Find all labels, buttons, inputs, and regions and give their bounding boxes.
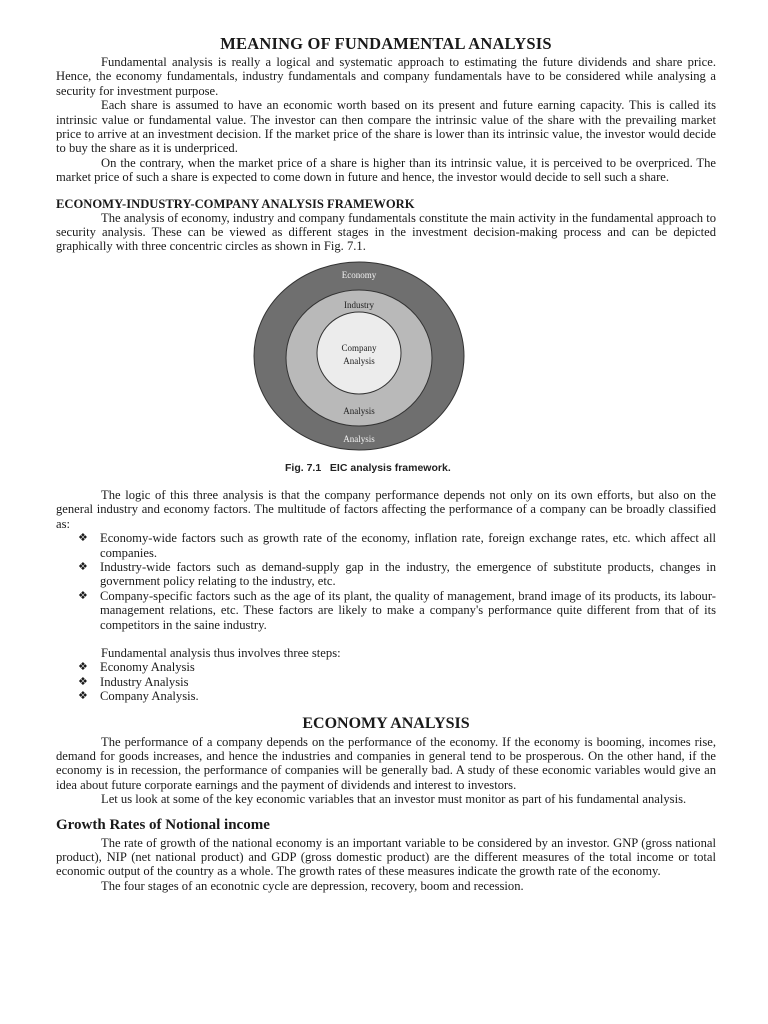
bullet-icon: ❖ <box>78 660 88 674</box>
bullet-icon: ❖ <box>78 689 88 703</box>
company-circle <box>317 312 401 394</box>
list-item: ❖ Industry Analysis <box>78 674 189 689</box>
growth-heading: Growth Rates of Notional income <box>56 816 270 833</box>
economy-label: Economy <box>341 269 377 280</box>
intro-paragraph: Each share is assumed to have an economic worth based on its present and future earning capacity. This is called its intrinsic value or fundamental value. The investor can then compare the intrinsic value of the share with the prevailing market price to arrive at an investment decision. If the market price of the share is lower than its intrinsic value, the investor would decide to buy the share as it is underpriced. <box>56 98 716 156</box>
economy-paragraph: Let us look at some of the key economic variables that an investor must monitor as part of his fundamental analysis. <box>101 792 687 807</box>
bullet-icon: ❖ <box>78 674 88 688</box>
page-heading: MEANING OF FUNDAMENTAL ANALYSIS <box>220 34 552 53</box>
list-item: ❖ Company Analysis. <box>78 689 199 704</box>
eic-figure <box>56 256 716 488</box>
intro-paragraph: Fundamental analysis is really a logical and systematic approach to estimating the future dividends and share price. Hence, the economy fundamentals, industry fundamentals and company fundamentals have to be considered while analysing a security for investment purpose. <box>56 55 716 98</box>
company-analysis-label: Analysis <box>343 355 375 366</box>
economy-paragraph: The performance of a company depends on the performance of the economy. If the economy is booming, incomes rise, demand for goods increases, and hence the industries and companies in general tend to be prosperous. On the other hand, if the economy is in recession, the performance of companies will be generally bad. A study of these economic variables would give an idea about future corporate earnings and the payment of dividends and interest to investors. <box>56 734 716 792</box>
bullet-icon: ❖ <box>78 588 88 602</box>
list-item: ❖ Industry-wide factors such as demand-supply gap in the industry, the emergence of substitute products, changes in government policy relating to the industry, etc. <box>78 559 716 589</box>
list-item: ❖ Economy Analysis <box>78 660 195 675</box>
figure-caption: Fig. 7.1 EIC analysis framework. <box>285 461 451 474</box>
factors-list <box>56 531 716 632</box>
steps-list <box>56 660 716 703</box>
framework-heading: ECONOMY-INDUSTRY-COMPANY ANALYSIS FRAMEWORK <box>56 196 415 211</box>
economy-analysis-label: Analysis <box>343 433 375 444</box>
framework-paragraph: The analysis of economy, industry and company fundamentals constitute the main activity in the fundamental approach to security analysis. These can be viewed as different stages in the investment decision-making process and can be depicted graphically with three concentric circles as shown in Fig. 7.1. <box>56 210 716 254</box>
intro-paragraph: On the contrary, when the market price of a share is higher than its intrinsic value, it is perceived to be overpriced. The market price of such a share is expected to come down in future and hence, the investor would decide to sell such a share. <box>56 155 716 185</box>
bullet-icon: ❖ <box>78 559 88 573</box>
industry-analysis-label: Analysis <box>343 405 375 416</box>
concentric-circles-diagram <box>252 260 467 455</box>
logic-paragraph: The logic of this three analysis is that the company performance depends not only on its own efforts, but also on the general industry and economy factors. The multitude of factors affecting the performance of a company can be broadly classified as: <box>56 487 716 531</box>
industry-label: Industry <box>344 299 374 310</box>
document-page <box>56 34 716 893</box>
bullet-icon: ❖ <box>78 531 88 545</box>
list-item: ❖ Economy-wide factors such as growth rate of the economy, inflation rate, foreign exchange rates, etc. which affect all companies. <box>78 531 716 560</box>
list-item: ❖ Company-specific factors such as the age of its plant, the quality of management, brand image of its products, its labour-management relations, etc. These factors are likely to make a company's performance quite different from that of its competitors in the saine industry. <box>78 588 716 632</box>
growth-paragraph: The rate of growth of the national economy is an important variable to be considered by an investor. GNP (gross national product), NIP (net national product) and GDP (gross domestic product) are the different measures of the total income or total economic output of the country as a whole. The growth rates of these measures indicate the growth rate of the economy. <box>56 835 716 879</box>
growth-paragraph: The four stages of an econotnic cycle are depression, recovery, boom and recession. <box>101 878 524 893</box>
company-label: Company <box>341 342 377 353</box>
steps-intro: Fundamental analysis thus involves three steps: <box>101 645 341 660</box>
economy-heading: ECONOMY ANALYSIS <box>302 714 470 732</box>
